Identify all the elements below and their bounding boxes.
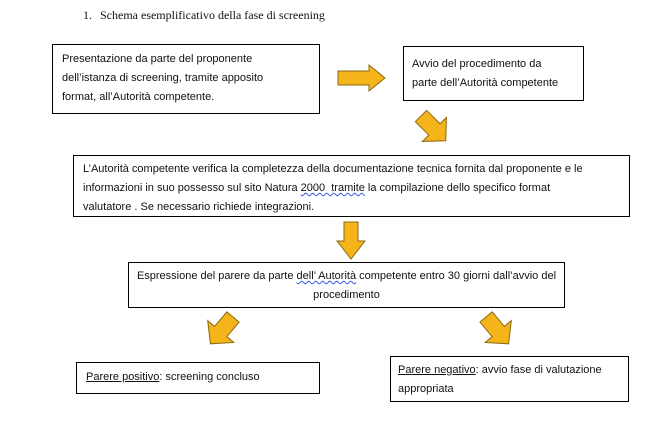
parere-positivo-text: : screening concluso <box>159 371 260 383</box>
box-espressione-parere <box>128 262 565 308</box>
box-negativo-line2: appropriata <box>398 383 454 395</box>
parere-positivo-label: Parere positivo <box>86 371 160 383</box>
box-avvio-line1: Avvio del procedimento da <box>412 58 542 70</box>
box-presentazione-istanza <box>52 44 320 114</box>
arrow-down-right-negative-icon <box>473 306 522 355</box>
box-verifica-line2-after: la compilazione dello specifico format <box>364 182 551 194</box>
box-avvio-procedimento <box>403 46 584 101</box>
box-presentazione-line2: dell’istanza di screening, tramite apposito <box>62 72 264 84</box>
arrow-right-icon <box>338 65 385 91</box>
box-parere-positivo <box>76 362 320 394</box>
arrow-down-icon <box>337 222 365 259</box>
box-avvio-line2: parte dell’Autorità competente <box>412 77 559 89</box>
box-presentazione-line1: Presentazione da parte del proponente <box>62 53 253 65</box>
arrow-down-left-positive-icon <box>197 306 246 355</box>
box-parere-squiggle-text: dell’ Autorità <box>296 270 357 282</box>
box-parere-line2: procedimento <box>313 289 380 301</box>
box-parere-negativo <box>390 356 629 402</box>
heading-number: 1. <box>83 8 92 22</box>
arrow-down-left-icon <box>409 104 458 153</box>
box-parere-line1-after: competente entro 30 giorni dall’avvio del <box>356 270 557 282</box>
box-verifica-line2-before: informazioni in suo possesso sul sito Natura <box>83 182 301 194</box>
box-verifica-documentazione <box>73 155 630 217</box>
box-parere-line1 <box>135 267 558 286</box>
box-verifica-squiggle-text: 2000 tramite <box>300 182 365 194</box>
parere-negativo-label: Parere negativo <box>398 364 476 376</box>
box-parere-line1-before: Espressione del parere da parte <box>136 270 297 282</box>
box-verifica-line3: valutatore . Se necessario richiede integrazioni. <box>83 201 315 213</box>
box-verifica-line2 <box>83 179 629 198</box>
box-negativo-line1 <box>398 361 628 380</box>
box-verifica-line1: L’Autorità competente verifica la completezza della documentazione tecnica fornita dal proponente e le <box>83 163 583 175</box>
heading-title: Schema esemplificativo della fase di screening <box>100 8 325 22</box>
box-presentazione-line3: format, all’Autorità competente. <box>62 91 215 103</box>
parere-negativo-text: : avvio fase di valutazione <box>475 364 602 376</box>
